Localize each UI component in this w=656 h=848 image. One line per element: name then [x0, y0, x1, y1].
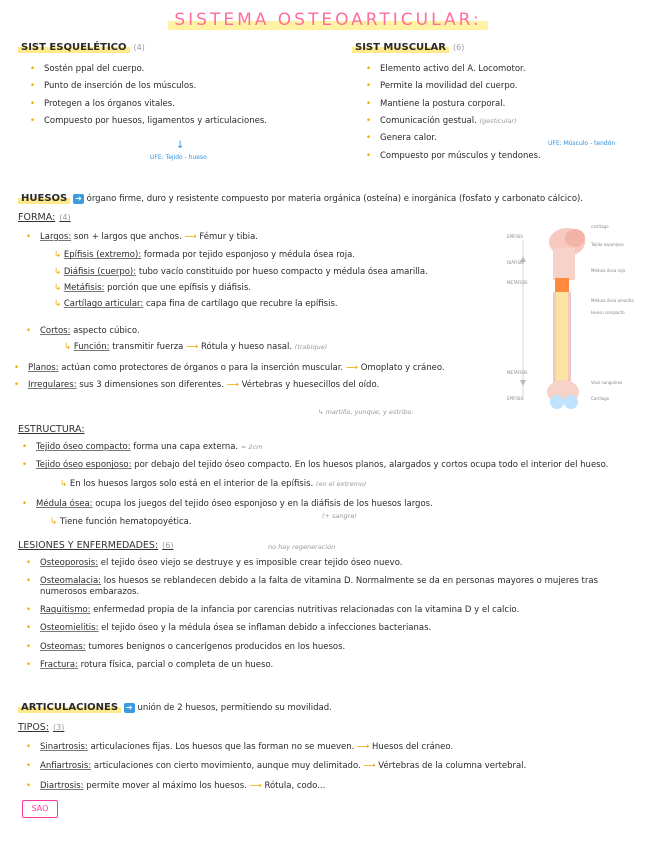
- bone-label: Tejido esponjoso: [591, 242, 624, 247]
- list-item: • Compuesto por músculos y tendones.: [380, 151, 640, 161]
- huesos-definition: HUESOS ➔ órgano firme, duro y resistente compuesto por materia orgánica (osteína) e inorgánica (fosfato y carbonato cálcico).: [18, 193, 618, 204]
- planos-item: • Planos: actúan como protectores de órganos o para la inserción muscular. ⟶ Omoplato y cráneo.: [28, 363, 498, 373]
- articulaciones-definition: ARTICULACIONES ➔ unión de 2 huesos, permitiendo su movilidad.: [18, 702, 332, 713]
- muscular-heading: SIST MUSCULAR (6): [352, 42, 464, 53]
- list-item: ↳ Tiene función hematopoyética.: [50, 517, 192, 528]
- page-title: SISTEMA OSTEOARTICULAR:: [0, 10, 656, 30]
- list-item: ↳ En los huesos largos solo está en el interior de la epífisis. (en el extremo): [60, 478, 367, 489]
- tipos-heading: TIPOS: (3): [18, 722, 65, 733]
- list-item: • Compuesto por huesos, ligamentos y articulaciones.: [44, 116, 314, 126]
- muscular-note: UFE: Músculo - tendón: [548, 140, 616, 147]
- list-item: • Sostén ppal del cuerpo.: [44, 64, 314, 74]
- bone-label: Médula ósea amarilla: [591, 298, 634, 303]
- list-item: • Tejido óseo compacto: forma una capa externa. = 2cm: [36, 442, 636, 452]
- estructura-heading: ESTRUCTURA:: [18, 424, 85, 435]
- list-item: • Elemento activo del A. Locomotor.: [380, 64, 640, 74]
- bone-label: Vaso sanguíneo: [591, 380, 623, 385]
- largos-part: ↳ Metáfisis: porción que une epífisis y diáfisis.: [54, 283, 251, 294]
- femur-diagram: [505, 220, 645, 415]
- cortos-funcion: ↳ Función: transmitir fuerza ⟶ Rótula y hueso nasal. (trabique): [64, 342, 328, 353]
- bone-label: METÁFISIS: [507, 370, 528, 375]
- list-item: • Osteoporosis: el tejido óseo viejo se destruye y es imposible crear tejido óseo nuevo.: [40, 558, 630, 568]
- largos-part: ↳ Diáfisis (cuerpo): tubo vacío constituido por hueso compacto y médula ósea amarilla.: [54, 266, 428, 277]
- list-item: • Punto de inserción de los músculos.: [44, 81, 314, 91]
- cortos-item: • Cortos: aspecto cúbico.: [40, 326, 480, 336]
- list-item: • Osteomas: tumores benignos o cancerígenos producidos en los huesos.: [40, 642, 630, 652]
- list-item: • Raquitismo: enfermedad propia de la infancia por carencias nutritivas relacionadas con la vitamina D y el calcio.: [40, 605, 630, 615]
- list-item: • Osteomalacia: los huesos se reblandecen debido a la falta de vitamina D. Normalmente se da en personas mayores o mujeres tras numerosos embarazos.: [40, 576, 630, 597]
- bone-label: DIÁFISIS: [507, 260, 524, 265]
- bone-label: cartílago: [591, 224, 609, 229]
- irregulares-note: ↳ martillo, yunque, y estribo.: [318, 408, 414, 416]
- skeletal-note: UFE: Tejido - hueso: [150, 154, 207, 161]
- skeletal-heading: SIST ESQUELÉTICO (4): [18, 42, 145, 53]
- skeletal-list: [44, 64, 314, 126]
- list-item: • Fractura: rotura física, parcial o completa de un hueso.: [40, 660, 630, 670]
- lesiones-top-note: no hay regeneración: [268, 543, 336, 551]
- largos-item: • Largos: son + largos que anchos. ⟶ Fémur y tibia.: [40, 232, 480, 242]
- list-item: • Comunicación gestual. (gesticular): [380, 116, 640, 126]
- list-item: • Genera calor.: [380, 133, 640, 143]
- largos-part: ↳ Epífisis (extremo): formada por tejido esponjoso y médula ósea roja.: [54, 250, 355, 261]
- list-item: • Tejido óseo esponjoso: por debajo del tejido óseo compacto. En los huesos planos, alargados y cortos ocupa todo el interior del hueso.: [36, 460, 636, 470]
- bone-label: EPÍFISIS: [507, 396, 523, 401]
- list-item: • Mantiene la postura corporal.: [380, 99, 640, 109]
- bone-label: Hueso compacto: [591, 310, 625, 315]
- list-item: • Médula ósea: ocupa los juegos del tejido óseo esponjoso y en la diáfisis de los huesos largos.: [36, 499, 636, 509]
- sao-stamp: SAO: [22, 800, 58, 818]
- forma-heading: FORMA: (4): [18, 212, 71, 223]
- bone-illustration: [505, 220, 645, 415]
- arrow-box-icon: ➔: [73, 194, 84, 204]
- lesiones-heading: LESIONES Y ENFERMEDADES: (6): [18, 540, 174, 551]
- down-arrow-icon: ↓: [176, 140, 185, 151]
- list-item: • Sinartrosis: articulaciones fijas. Los huesos que las forman no se mueven. ⟶ Huesos del cráneo.: [40, 742, 630, 752]
- arrow-box-icon: ➔: [124, 703, 135, 713]
- bone-label: Cartílago: [591, 396, 610, 401]
- list-item: • Protegen a los órganos vitales.: [44, 99, 314, 109]
- forma-list: [28, 232, 480, 390]
- list-item: • Permite la movilidad del cuerpo.: [380, 81, 640, 91]
- list-item: • Diartrosis: permite mover al máximo los huesos. ⟶ Rótula, codo...: [40, 781, 630, 791]
- lesiones-list: [40, 558, 630, 671]
- list-item: • Anfiartrosis: articulaciones con cierto movimiento, aunque muy delimitado. ⟶ Vértebras de la columna vertebral.: [40, 761, 630, 771]
- bone-label: Médula ósea roja: [591, 268, 626, 273]
- estructura-note: (+ sangre): [322, 512, 357, 520]
- list-item: • Osteomielitis: el tejido óseo y la médula ósea se inflaman debido a infecciones bacterianas.: [40, 623, 630, 633]
- bone-label: METÁFISIS: [507, 280, 528, 285]
- bone-label: EPÍFISIS: [507, 234, 523, 239]
- largos-part: ↳ Cartílago articular: capa fina de cartílago que recubre la epífisis.: [54, 299, 338, 310]
- tipos-list: [40, 742, 630, 791]
- irregulares-item: • Irregulares: sus 3 dimensiones son diferentes. ⟶ Vértebras y huesecillos del oído.: [28, 380, 480, 390]
